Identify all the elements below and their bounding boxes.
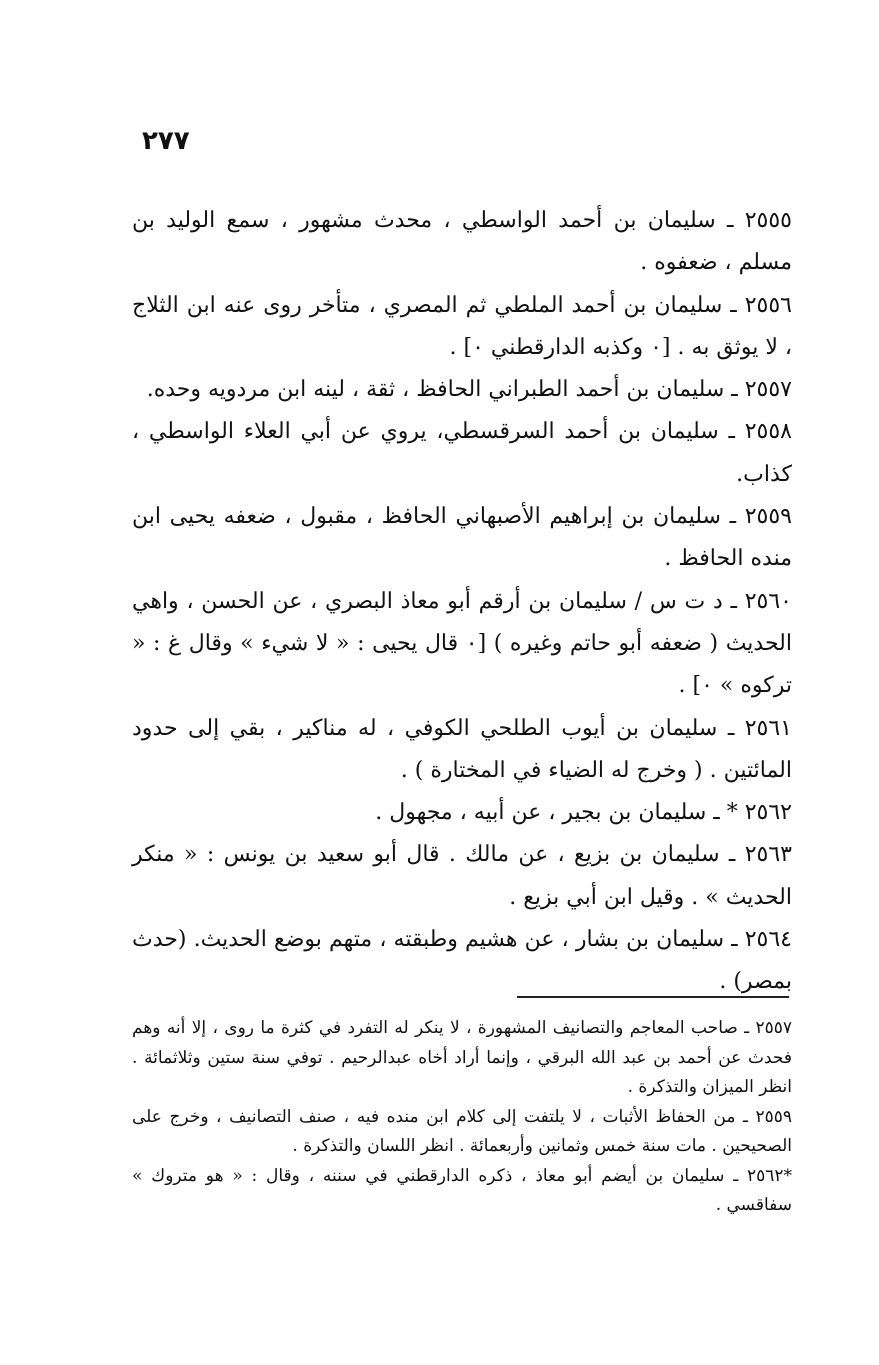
entry-2555: ٢٥٥٥ ـ سليمان بن أحمد الواسطي ، محدث مشهور ، سمع الوليد بن مسلم ، ضعفوه . [132, 208, 792, 276]
footnote-2562: *٢٥٦٢ ـ سليمان بن أيضم أبو معاذ ، ذكره الدارقطني في سننه ، وقال : « هو متروك » سفاقسي . [132, 1165, 792, 1215]
entry-2561: ٢٥٦١ ـ سليمان بن أيوب الطلحي الكوفي ، له مناكير ، بقي إلى حدود المائتين . ( وخرج له الضياء في المختارة ) . [132, 715, 792, 783]
entry-2563: ٢٥٦٣ ـ سليمان بن بزيع ، عن مالك . قال أبو سعيد بن يونس : « منكر الحديث » . وقيل ابن أبي بزيع . [132, 842, 792, 910]
footnote-separator [517, 996, 789, 998]
entry-2562: ٢٥٦٢ * ـ سليمان بن بجير ، عن أبيه ، مجهول . [375, 800, 792, 826]
entry-2559: ٢٥٥٩ ـ سليمان بن إبراهيم الأصبهاني الحافظ ، مقبول ، ضعفه يحيى ابن منده الحافظ . [132, 504, 792, 572]
entry-2556: ٢٥٥٦ ـ سليمان بن أحمد الملطي ثم المصري ، متأخر روى عنه ابن الثلاج ، لا يوثق به . [٠ وكذبه الدارقطني ٠] . [132, 292, 792, 360]
page-number: ٢٧٧ [142, 126, 190, 156]
entry-2564: ٢٥٦٤ ـ سليمان بن بشار ، عن هشيم وطبقته ، متهم بوضع الحديث. (حدث بمصر) . [132, 927, 792, 995]
entry-2557: ٢٥٥٧ ـ سليمان بن أحمد الطبراني الحافظ ، ثقة ، لينه ابن مردويه وحده. [146, 377, 792, 403]
footnotes [132, 1014, 792, 1221]
entry-2560: ٢٥٦٠ ـ د ت س / سليمان بن أرقم أبو معاذ البصري ، عن الحسن ، واهي الحديث ( ضعفه أبو حاتم وغيره ) [٠ قال يحيى : « لا شيء » وقال غ : « تركوه » ٠] . [132, 588, 792, 699]
footnote-2559: ٢٥٥٩ ـ من الحفاظ الأثبات ، لا يلتفت إلى كلام ابن منده فيه ، صنف التصانيف ، وخرج على الصحيحين . مات سنة خمس وثمانين وأربعمائة . انظر اللسان والتذكرة . [132, 1106, 792, 1156]
entries-list [132, 200, 792, 1004]
entry-2558: ٢٥٥٨ ـ سليمان بن أحمد السرقسطي، يروي عن أبي العلاء الواسطي ، كذاب. [132, 419, 792, 487]
footnote-2557: ٢٥٥٧ ـ صاحب المعاجم والتصانيف المشهورة ، لا ينكر له التفرد في كثرة ما روى ، إلا أنه وهم فحدث عن أحمد بن عبد الله البرقي ، وإنما أراد أخاه عبدالرحيم . توفي سنة ستين وثلاثمائة . انظر الميزان والتذكرة . [132, 1018, 792, 1097]
